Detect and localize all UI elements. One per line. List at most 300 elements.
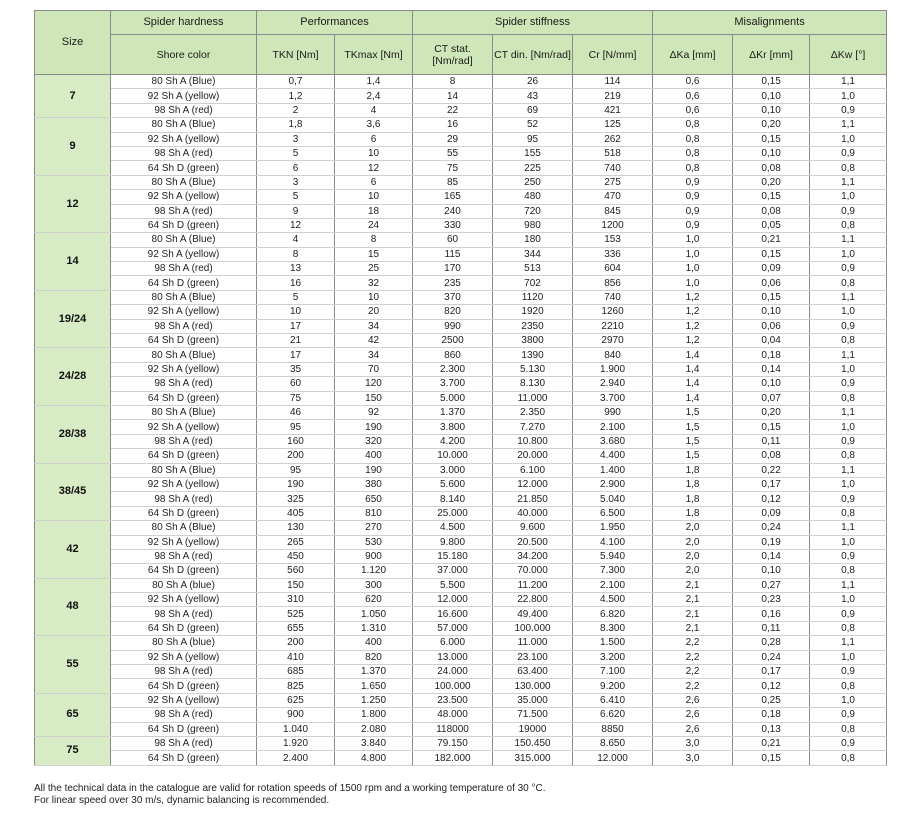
- value-cell: 1.800: [335, 708, 413, 722]
- value-cell: 1,5: [653, 420, 733, 434]
- value-cell: 2,6: [653, 693, 733, 707]
- value-cell: 25.000: [413, 506, 493, 520]
- value-cell: 2,4: [335, 89, 413, 103]
- value-cell: 0,17: [733, 477, 810, 491]
- shore-color-cell: 64 Sh D (green): [111, 391, 257, 405]
- value-cell: 11.200: [493, 578, 573, 592]
- shore-color-cell: 80 Sh A (Blue): [111, 405, 257, 419]
- value-cell: 1,8: [653, 477, 733, 491]
- value-cell: 21.850: [493, 492, 573, 506]
- value-cell: 0,8: [810, 449, 887, 463]
- shore-color-cell: 92 Sh A (yellow): [111, 190, 257, 204]
- value-cell: 825: [257, 679, 335, 693]
- value-cell: 69: [493, 103, 573, 117]
- table-row: [35, 463, 887, 477]
- value-cell: 25: [335, 262, 413, 276]
- value-cell: 0,08: [733, 204, 810, 218]
- value-cell: 1,4: [653, 391, 733, 405]
- size-cell: 14: [35, 233, 111, 291]
- value-cell: 20.500: [493, 535, 573, 549]
- value-cell: 190: [257, 477, 335, 491]
- value-cell: 1,2: [257, 89, 335, 103]
- value-cell: 3.800: [413, 420, 493, 434]
- value-cell: 55: [413, 146, 493, 160]
- value-cell: 49.400: [493, 607, 573, 621]
- value-cell: 8: [257, 247, 335, 261]
- value-cell: 370: [413, 290, 493, 304]
- value-cell: 650: [335, 492, 413, 506]
- shore-color-cell: 92 Sh A (yellow): [111, 535, 257, 549]
- shore-color-cell: 98 Sh A (red): [111, 665, 257, 679]
- value-cell: 0,06: [733, 276, 810, 290]
- value-cell: 6: [257, 161, 335, 175]
- value-cell: 0,9: [810, 736, 887, 750]
- shore-color-cell: 92 Sh A (yellow): [111, 477, 257, 491]
- value-cell: 115: [413, 247, 493, 261]
- value-cell: 0,23: [733, 593, 810, 607]
- value-cell: 840: [573, 348, 653, 362]
- value-cell: 37.000: [413, 564, 493, 578]
- value-cell: 5: [257, 146, 335, 160]
- shore-color-cell: 98 Sh A (red): [111, 204, 257, 218]
- value-cell: 0,9: [810, 492, 887, 506]
- table-row: [35, 103, 887, 117]
- value-cell: 1,2: [653, 305, 733, 319]
- header-dka: ΔKa [mm]: [653, 35, 733, 75]
- value-cell: 0,15: [733, 751, 810, 765]
- value-cell: 1.040: [257, 722, 335, 736]
- value-cell: 23.100: [493, 650, 573, 664]
- table-row: [35, 722, 887, 736]
- value-cell: 3.700: [413, 377, 493, 391]
- value-cell: 8: [335, 233, 413, 247]
- value-cell: 1.050: [335, 607, 413, 621]
- value-cell: 16: [257, 276, 335, 290]
- shore-color-cell: 80 Sh A (Blue): [111, 118, 257, 132]
- value-cell: 9.800: [413, 535, 493, 549]
- table-row: [35, 348, 887, 362]
- shore-color-cell: 92 Sh A (yellow): [111, 593, 257, 607]
- table-row: [35, 621, 887, 635]
- value-cell: 21: [257, 334, 335, 348]
- table-row: [35, 190, 887, 204]
- table-row: [35, 549, 887, 563]
- value-cell: 1,0: [810, 693, 887, 707]
- shore-color-cell: 64 Sh D (green): [111, 276, 257, 290]
- value-cell: 560: [257, 564, 335, 578]
- value-cell: 720: [493, 204, 573, 218]
- shore-color-cell: 98 Sh A (red): [111, 103, 257, 117]
- value-cell: 150: [335, 391, 413, 405]
- value-cell: 2,0: [653, 535, 733, 549]
- value-cell: 70.000: [493, 564, 573, 578]
- shore-color-cell: 98 Sh A (red): [111, 736, 257, 750]
- value-cell: 22: [413, 103, 493, 117]
- value-cell: 7.100: [573, 665, 653, 679]
- value-cell: 0,8: [810, 276, 887, 290]
- value-cell: 300: [335, 578, 413, 592]
- value-cell: 0,9: [810, 549, 887, 563]
- value-cell: 182.000: [413, 751, 493, 765]
- value-cell: 1,4: [335, 75, 413, 89]
- value-cell: 1,2: [653, 319, 733, 333]
- shore-color-cell: 80 Sh A (blue): [111, 636, 257, 650]
- value-cell: 0,7: [257, 75, 335, 89]
- value-cell: 2,2: [653, 679, 733, 693]
- value-cell: 150.450: [493, 736, 573, 750]
- size-cell: 19/24: [35, 290, 111, 348]
- value-cell: 2.080: [335, 722, 413, 736]
- value-cell: 0,22: [733, 463, 810, 477]
- size-cell: 7: [35, 75, 111, 118]
- value-cell: 0,24: [733, 650, 810, 664]
- value-cell: 0,14: [733, 549, 810, 563]
- value-cell: 400: [335, 636, 413, 650]
- table-row: [35, 391, 887, 405]
- value-cell: 7.270: [493, 420, 573, 434]
- shore-color-cell: 64 Sh D (green): [111, 506, 257, 520]
- value-cell: 0,20: [733, 118, 810, 132]
- value-cell: 1,1: [810, 578, 887, 592]
- value-cell: 9: [257, 204, 335, 218]
- value-cell: 0,05: [733, 218, 810, 232]
- value-cell: 79.150: [413, 736, 493, 750]
- value-cell: 26: [493, 75, 573, 89]
- value-cell: 1,8: [653, 463, 733, 477]
- value-cell: 1.920: [257, 736, 335, 750]
- value-cell: 0,06: [733, 319, 810, 333]
- size-cell: 9: [35, 118, 111, 176]
- value-cell: 32: [335, 276, 413, 290]
- value-cell: 1,1: [810, 521, 887, 535]
- shore-color-cell: 64 Sh D (green): [111, 449, 257, 463]
- value-cell: 1,4: [653, 377, 733, 391]
- value-cell: 75: [413, 161, 493, 175]
- value-cell: 5.130: [493, 362, 573, 376]
- value-cell: 120: [335, 377, 413, 391]
- value-cell: 0,15: [733, 132, 810, 146]
- size-cell: 48: [35, 578, 111, 636]
- table-row: [35, 218, 887, 232]
- value-cell: 2,2: [653, 650, 733, 664]
- value-cell: 0,08: [733, 449, 810, 463]
- value-cell: 1,1: [810, 75, 887, 89]
- spider-coupling-spec-table: [34, 10, 887, 766]
- value-cell: 240: [413, 204, 493, 218]
- value-cell: 3.700: [573, 391, 653, 405]
- table-row: [35, 319, 887, 333]
- shore-color-cell: 64 Sh D (green): [111, 564, 257, 578]
- table-row: [35, 175, 887, 189]
- value-cell: 0,10: [733, 564, 810, 578]
- value-cell: 2,2: [653, 636, 733, 650]
- value-cell: 63.400: [493, 665, 573, 679]
- shore-color-cell: 92 Sh A (yellow): [111, 247, 257, 261]
- value-cell: 0,12: [733, 492, 810, 506]
- table-row: [35, 477, 887, 491]
- value-cell: 0,9: [653, 175, 733, 189]
- value-cell: 180: [493, 233, 573, 247]
- table-row: [35, 693, 887, 707]
- value-cell: 24: [335, 218, 413, 232]
- value-cell: 5.500: [413, 578, 493, 592]
- value-cell: 130.000: [493, 679, 573, 693]
- value-cell: 740: [573, 290, 653, 304]
- value-cell: 480: [493, 190, 573, 204]
- shore-color-cell: 64 Sh D (green): [111, 751, 257, 765]
- value-cell: 34: [335, 319, 413, 333]
- value-cell: 1,4: [653, 362, 733, 376]
- value-cell: 150: [257, 578, 335, 592]
- value-cell: 95: [257, 463, 335, 477]
- value-cell: 0,8: [810, 218, 887, 232]
- value-cell: 2,1: [653, 621, 733, 635]
- value-cell: 0,09: [733, 506, 810, 520]
- value-cell: 1,0: [653, 262, 733, 276]
- value-cell: 410: [257, 650, 335, 664]
- value-cell: 219: [573, 89, 653, 103]
- value-cell: 990: [573, 405, 653, 419]
- value-cell: 1,1: [810, 348, 887, 362]
- value-cell: 6: [335, 132, 413, 146]
- value-cell: 0,8: [810, 621, 887, 635]
- shore-color-cell: 64 Sh D (green): [111, 679, 257, 693]
- value-cell: 0,6: [653, 75, 733, 89]
- table-row: [35, 132, 887, 146]
- value-cell: 57.000: [413, 621, 493, 635]
- value-cell: 2,0: [653, 521, 733, 535]
- value-cell: 0,8: [810, 506, 887, 520]
- table-row: [35, 420, 887, 434]
- value-cell: 125: [573, 118, 653, 132]
- value-cell: 5.940: [573, 549, 653, 563]
- value-cell: 0,21: [733, 736, 810, 750]
- shore-color-cell: 98 Sh A (red): [111, 549, 257, 563]
- shore-color-cell: 80 Sh A (Blue): [111, 348, 257, 362]
- value-cell: 270: [335, 521, 413, 535]
- value-cell: 3,0: [653, 736, 733, 750]
- value-cell: 16: [413, 118, 493, 132]
- value-cell: 450: [257, 549, 335, 563]
- table-row: [35, 290, 887, 304]
- value-cell: 421: [573, 103, 653, 117]
- value-cell: 170: [413, 262, 493, 276]
- value-cell: 0,08: [733, 161, 810, 175]
- value-cell: 0,9: [810, 146, 887, 160]
- value-cell: 60: [257, 377, 335, 391]
- value-cell: 4: [335, 103, 413, 117]
- header-misalignments: Misalignments: [653, 11, 887, 35]
- value-cell: 1.950: [573, 521, 653, 535]
- value-cell: 16.600: [413, 607, 493, 621]
- shore-color-cell: 98 Sh A (red): [111, 146, 257, 160]
- value-cell: 100.000: [493, 621, 573, 635]
- value-cell: 0,9: [653, 190, 733, 204]
- value-cell: 262: [573, 132, 653, 146]
- value-cell: 1,1: [810, 175, 887, 189]
- value-cell: 1,2: [653, 334, 733, 348]
- value-cell: 95: [493, 132, 573, 146]
- value-cell: 0,9: [810, 103, 887, 117]
- value-cell: 225: [493, 161, 573, 175]
- value-cell: 0,04: [733, 334, 810, 348]
- value-cell: 0,6: [653, 89, 733, 103]
- table-row: [35, 736, 887, 750]
- value-cell: 1,8: [653, 506, 733, 520]
- value-cell: 0,25: [733, 693, 810, 707]
- value-cell: 100.000: [413, 679, 493, 693]
- value-cell: 0,11: [733, 434, 810, 448]
- value-cell: 155: [493, 146, 573, 160]
- value-cell: 513: [493, 262, 573, 276]
- value-cell: 46: [257, 405, 335, 419]
- value-cell: 20.000: [493, 449, 573, 463]
- value-cell: 0,18: [733, 348, 810, 362]
- value-cell: 265: [257, 535, 335, 549]
- table-row: [35, 607, 887, 621]
- value-cell: 685: [257, 665, 335, 679]
- value-cell: 95: [257, 420, 335, 434]
- table-row: [35, 679, 887, 693]
- table-row: [35, 434, 887, 448]
- value-cell: 310: [257, 593, 335, 607]
- value-cell: 1200: [573, 218, 653, 232]
- value-cell: 160: [257, 434, 335, 448]
- table-row: [35, 146, 887, 160]
- value-cell: 3800: [493, 334, 573, 348]
- size-cell: 65: [35, 693, 111, 736]
- value-cell: 0,28: [733, 636, 810, 650]
- value-cell: 10: [335, 190, 413, 204]
- shore-color-cell: 98 Sh A (red): [111, 319, 257, 333]
- value-cell: 3,6: [335, 118, 413, 132]
- value-cell: 250: [493, 175, 573, 189]
- value-cell: 5.040: [573, 492, 653, 506]
- header-ct-din: CT din. [Nm/rad]: [493, 35, 573, 75]
- header-performances: Performances: [257, 11, 413, 35]
- value-cell: 0,15: [733, 247, 810, 261]
- value-cell: 4.100: [573, 535, 653, 549]
- table-row: [35, 449, 887, 463]
- value-cell: 604: [573, 262, 653, 276]
- value-cell: 7.300: [573, 564, 653, 578]
- table-row: [35, 506, 887, 520]
- value-cell: 130: [257, 521, 335, 535]
- value-cell: 0,9: [653, 218, 733, 232]
- value-cell: 2,1: [653, 578, 733, 592]
- value-cell: 470: [573, 190, 653, 204]
- value-cell: 1120: [493, 290, 573, 304]
- value-cell: 1,1: [810, 636, 887, 650]
- value-cell: 820: [335, 650, 413, 664]
- value-cell: 330: [413, 218, 493, 232]
- value-cell: 34.200: [493, 549, 573, 563]
- value-cell: 0,11: [733, 621, 810, 635]
- table-row: [35, 75, 887, 89]
- value-cell: 20: [335, 305, 413, 319]
- value-cell: 190: [335, 420, 413, 434]
- value-cell: 325: [257, 492, 335, 506]
- value-cell: 1.400: [573, 463, 653, 477]
- value-cell: 235: [413, 276, 493, 290]
- value-cell: 71.500: [493, 708, 573, 722]
- value-cell: 0,10: [733, 146, 810, 160]
- value-cell: 13.000: [413, 650, 493, 664]
- value-cell: 1,1: [810, 463, 887, 477]
- value-cell: 2,1: [653, 593, 733, 607]
- value-cell: 1,0: [810, 535, 887, 549]
- value-cell: 1,1: [810, 233, 887, 247]
- value-cell: 6.100: [493, 463, 573, 477]
- shore-color-cell: 64 Sh D (green): [111, 722, 257, 736]
- value-cell: 525: [257, 607, 335, 621]
- value-cell: 1.650: [335, 679, 413, 693]
- table-row: [35, 578, 887, 592]
- value-cell: 990: [413, 319, 493, 333]
- value-cell: 43: [493, 89, 573, 103]
- value-cell: 1.370: [413, 405, 493, 419]
- value-cell: 3.000: [413, 463, 493, 477]
- value-cell: 740: [573, 161, 653, 175]
- value-cell: 1,8: [653, 492, 733, 506]
- value-cell: 0,20: [733, 405, 810, 419]
- shore-color-cell: 92 Sh A (yellow): [111, 89, 257, 103]
- value-cell: 1,0: [810, 477, 887, 491]
- value-cell: 856: [573, 276, 653, 290]
- table-row: [35, 276, 887, 290]
- footnote: [34, 783, 546, 807]
- table-row: [35, 89, 887, 103]
- value-cell: 0,12: [733, 679, 810, 693]
- value-cell: 0,8: [653, 118, 733, 132]
- value-cell: 75: [257, 391, 335, 405]
- value-cell: 0,10: [733, 89, 810, 103]
- value-cell: 1,0: [653, 233, 733, 247]
- value-cell: 0,9: [653, 204, 733, 218]
- shore-color-cell: 80 Sh A (Blue): [111, 233, 257, 247]
- value-cell: 2.400: [257, 751, 335, 765]
- value-cell: 14: [413, 89, 493, 103]
- header-spider-stiffness: Spider stiffness: [413, 11, 653, 35]
- value-cell: 5: [257, 190, 335, 204]
- table-row: [35, 377, 887, 391]
- value-cell: 24.000: [413, 665, 493, 679]
- table-row: [35, 405, 887, 419]
- value-cell: 620: [335, 593, 413, 607]
- table-row: [35, 492, 887, 506]
- value-cell: 1,4: [653, 348, 733, 362]
- value-cell: 2.100: [573, 420, 653, 434]
- value-cell: 0,8: [810, 722, 887, 736]
- header-size: Size: [35, 11, 111, 75]
- value-cell: 9.200: [573, 679, 653, 693]
- value-cell: 8.650: [573, 736, 653, 750]
- value-cell: 1920: [493, 305, 573, 319]
- value-cell: 344: [493, 247, 573, 261]
- value-cell: 19000: [493, 722, 573, 736]
- value-cell: 10: [335, 290, 413, 304]
- value-cell: 0,9: [810, 319, 887, 333]
- value-cell: 0,8: [653, 161, 733, 175]
- shore-color-cell: 92 Sh A (yellow): [111, 650, 257, 664]
- value-cell: 1,0: [810, 420, 887, 434]
- value-cell: 2,1: [653, 607, 733, 621]
- value-cell: 0,9: [810, 607, 887, 621]
- value-cell: 0,8: [810, 679, 887, 693]
- value-cell: 153: [573, 233, 653, 247]
- value-cell: 4.500: [413, 521, 493, 535]
- value-cell: 2.350: [493, 405, 573, 419]
